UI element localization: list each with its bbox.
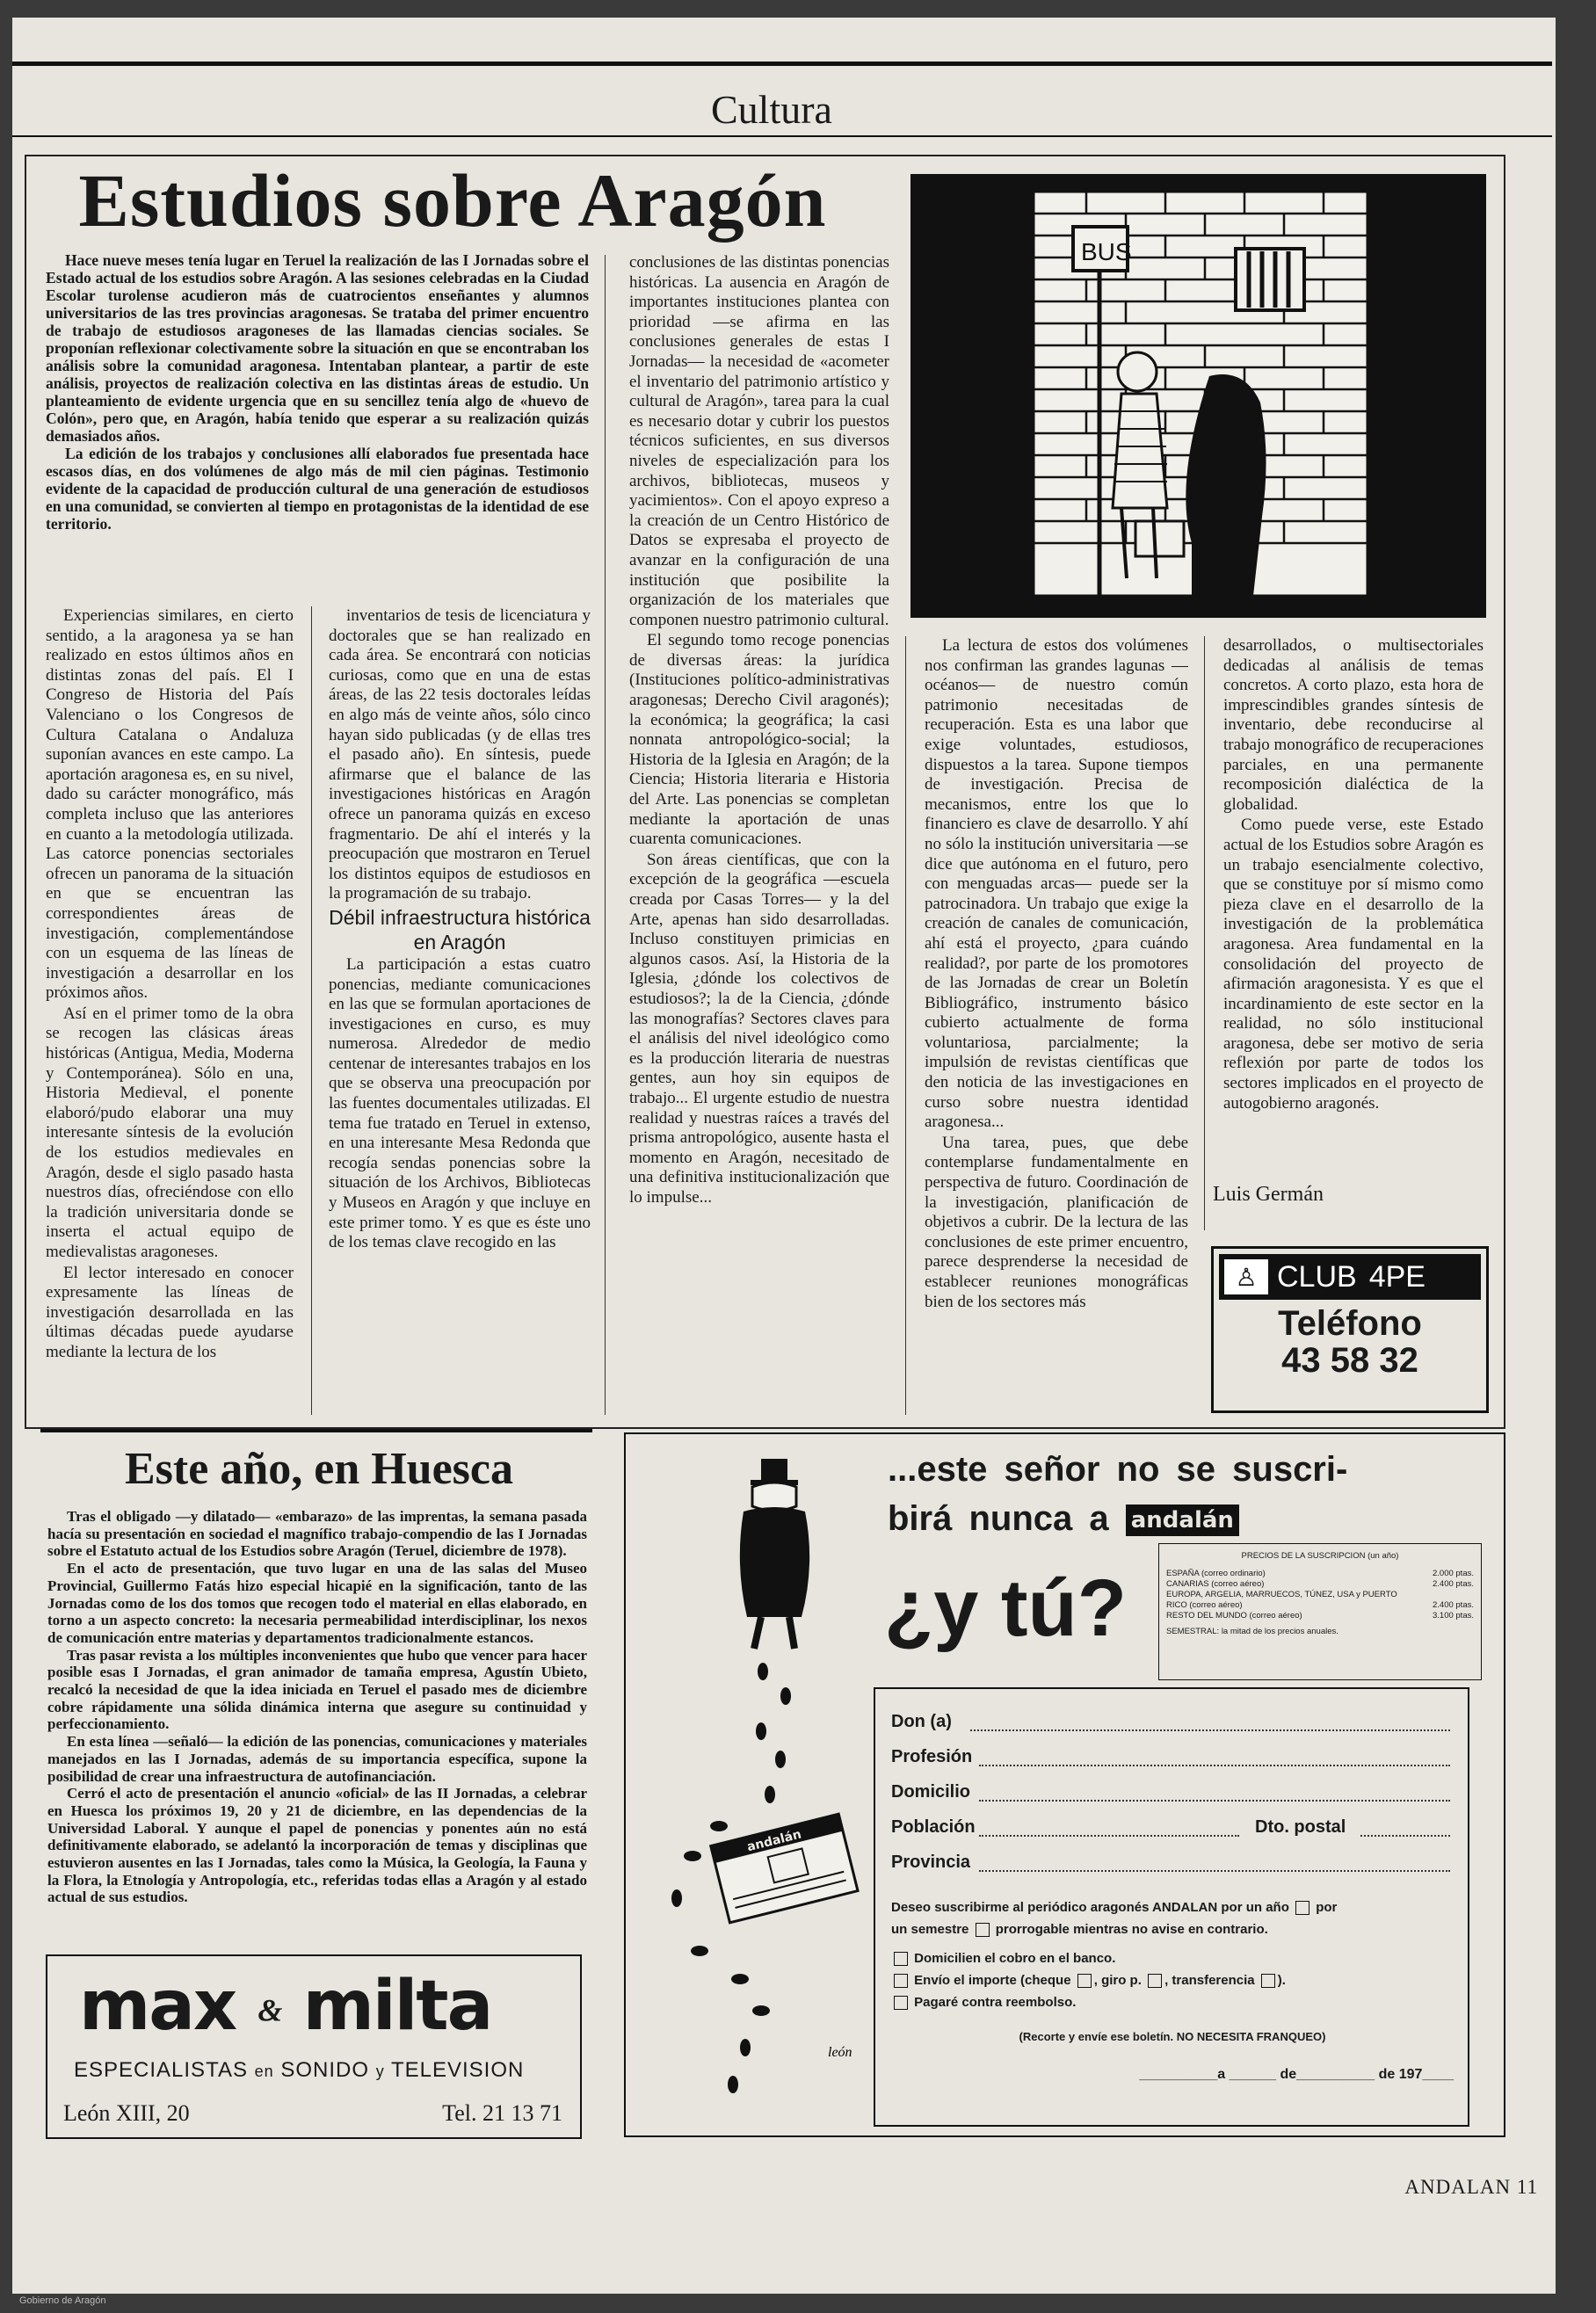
logo-word: milta (302, 1967, 492, 2046)
slogan-line-2 (888, 1494, 1485, 1543)
date-text: de 197 (1378, 2067, 1423, 2082)
scan-credit: Gobierno de Aragón (19, 2295, 106, 2306)
slogan-line: ...este señor no se suscri- (888, 1450, 1348, 1489)
paragraph: Experiencias similares, en cierto sentido, a la aragonesa ya se han realizado en estos últimos años en distintas zonas del país. El I Congreso de Historia del País Valenciano o los Congresos de Cultura Catalana o Andaluza suponían avances en este campo. La aportación aragonesa es, en su nivel, dado su carácter monográfico, más completa incluso que las anteriores en cuanto a la metodología utilizada. Las catorce ponencias sectoriales ofrecen un panorama de la situación en que se encuentran las correspondientes áreas de investigación, complementándose con un esquema de las líneas de investigación a desarrollar en los próximos años. (46, 606, 294, 1003)
address-input[interactable] (979, 1800, 1450, 1802)
lead-paragraph: Hace nueve meses tenía lugar en Teruel la realización de las I Jornadas sobre el Estado actual de los estudios sobre Aragón. A las sesiones celebradas en la Ciudad Escolar turolense acudieron más de cuatrocientos enseñantes y alumnos universitarios de las tres provincias aragonesas. Se trataba del primer encuentro de trabajo de estudiosos aragoneses de las llamadas ciencias sociales. Se proponían reflexionar colectivamente sobre la situación en que se encontraban los análisis sobre la comunidad aragonesa. Intentaban plantear, a partir de este análisis, proyectos de realización colectiva en las distintas áreas de estudio. Un planteamiento de evidente urgencia que en su sencillez tenía algo de «huevo de Colón», pero que, en Aragón, había tenido que esperar a su realización quizás demasiados años. (46, 251, 589, 445)
club-name: CLUB (1277, 1259, 1357, 1294)
paragraph: La participación a estas cuatro ponencias, mediante comunicaciones en las que se formulan aportaciones de investigaciones en curso, es muy numerosa. Alrededor de medio centenar de interesantes trabajos en los que se observa una preocupación por las fuentes documentales utilizadas. El tema fue tratado en Teruel in extenso, en una interesante Mesa Redonda que recogía sendas ponencias sobre la situación de los Archivos, Bibliotecas y Museos en Aragón y que incluye en este primer tomo. Y es que es éste uno de los temas clave recogido en las (329, 954, 591, 1252)
field-label-province: Provincia (891, 1853, 971, 1872)
paragraph: inventarios de tesis de licenciatura y doctorales que se han realizado en cada área. Se encontrará con noticias curiosas, como que en una de estas áreas, de las 22 tesis doctorales leídas en algo más de veinte años, sólo cinco hayan sido publicadas (y de ellas tres el pasado año). En síntesis, puede afirmarse que el balance de las investigaciones históricas en Aragón ofrece un panorama quizás en exceso fragmentario. De ahí el interés y la preocupación que mostraron en Teruel los distintos equipos de estudiosos en la programación de su trabajo. (329, 606, 591, 903)
profession-input[interactable] (979, 1765, 1450, 1766)
max-milta-tagline (74, 2058, 524, 2083)
article-column-1 (46, 606, 294, 1418)
subscription-form (874, 1687, 1469, 2127)
spacer (891, 2013, 1454, 2026)
article-lead (46, 251, 589, 533)
price-row (1166, 1590, 1474, 1611)
province-input[interactable] (979, 1870, 1450, 1872)
article-column-5 (1223, 636, 1484, 1181)
spacer (891, 2048, 1454, 2063)
club-ad (1211, 1246, 1489, 1413)
price-value: 3.100 ptas. (1432, 1611, 1474, 1621)
option-text: un semestre (891, 1922, 969, 1937)
max-milta-ad (46, 1954, 582, 2139)
option-text: Deseo suscribirme al periódico aragonés ANDALAN por un año (891, 1900, 1289, 1915)
subscription-slogan (888, 1445, 1485, 1543)
article2-headline: Este año, en Huesca (125, 1444, 513, 1494)
club-tel-number: 43 58 32 (1281, 1341, 1418, 1380)
paragraph: En esta línea —señaló— la edición de las ponencias, comunicaciones y materiales manejados en las I Jornadas, además de su importancia específica, supone la posibilidad de crear una infraestructura de autofinanciación. (47, 1733, 587, 1785)
option-text: prorrogable mientras no avise en contrario. (995, 1922, 1268, 1937)
giro-checkbox[interactable] (1148, 1974, 1162, 1988)
tagline-word: ESPECIALISTAS (74, 2058, 248, 2082)
date-text: a (1217, 2067, 1226, 2082)
price-table (1158, 1543, 1482, 1680)
field-label-address: Domicilio (891, 1782, 971, 1802)
tagline-word: en (254, 2063, 274, 2080)
lead-paragraph: La edición de los trabajos y conclusiones allí elaborados fue presentada hace escasos días, en dos volúmenes de algo más de mil cien páginas. Testimonio evidente de la capacidad de producción cultural de una generación de estudiosos en una comunidad, se convierten al tiempo en protagonistas de la identidad de ese territorio. (46, 445, 589, 533)
andalan-logo: andalán (1126, 1505, 1239, 1536)
price-label: ESPAÑA (correo ordinario) (1166, 1569, 1266, 1578)
option-text: Pagaré contra reembolso. (914, 1995, 1077, 2010)
bus-stop-cartoon (910, 174, 1486, 618)
price-table-title: PRECIOS DE LA SUSCRIPCION (un año) (1241, 1551, 1399, 1561)
option-text: Domicilien el cobro en el banco. (914, 1951, 1116, 1966)
slogan-text: birá nunca a (888, 1499, 1109, 1538)
price-row (1166, 1569, 1474, 1579)
transfer-checkbox[interactable] (1261, 1974, 1275, 1988)
max-milta-logo (79, 1967, 491, 2046)
club-ad-banner (1219, 1254, 1481, 1300)
newspaper-logo: andalán (745, 1827, 803, 1855)
header-rule (12, 62, 1552, 66)
section-title: Cultura (711, 87, 832, 132)
article2-body (47, 1508, 587, 1906)
bus-sign-text: BUS (1081, 238, 1132, 265)
cutout-note: (Recorte y envíe ese boletín. NO NECESITA FRANQUEO) (1019, 2030, 1326, 2043)
price-value: 2.000 ptas. (1432, 1569, 1474, 1578)
price-value: 2.400 ptas. (1432, 1579, 1474, 1589)
page-footer: ANDALAN 11 (1404, 2176, 1538, 2198)
option-line (891, 1991, 1454, 2013)
bank-checkbox[interactable] (894, 1952, 908, 1966)
date-line: __________a ______ de__________ de 197____ (1139, 2067, 1454, 2082)
article-column-2 (329, 606, 591, 1418)
option-text: por (1316, 1900, 1338, 1915)
option-text: ). (1277, 1973, 1286, 1988)
artist-signature: león (828, 2045, 852, 2060)
price-row (1166, 1579, 1474, 1590)
option-text: giro p. (1101, 1973, 1142, 1988)
option-line (891, 1918, 1454, 1940)
header-rule-thin (12, 135, 1552, 137)
logo-word: max (79, 1967, 236, 2046)
article-headline: Estudios sobre Aragón (78, 158, 827, 243)
spacer (891, 1940, 1454, 1947)
price-row (1166, 1611, 1474, 1621)
paragraph: Cerró el acto de presentación el anuncio «oficial» de las II Jornadas, a celebrar en Huesca los próximos 19, 20 y 21 de diciembre, en las dependencias de la Universidad Laboral. Y aunque el papel de ponencias y ponentes aún no está definitivamente elaborado, se adelantó la incorporación de temas y disciplinas que estuvieron ausentes en las I Jornadas, tales como la Música, la Geología, la Fauna y la Flora, la Etnología y Antropología, etc., referidas todas ellas a Aragón y al estado actual de sus estudios. (47, 1785, 587, 1906)
paragraph: La lectura de estos dos volúmenes nos confirman las grandes lagunas —océanos— de nuestro común patrimonio necesitadas de recuperación. Esta es una labor que exige voluntades, estudiosos, dispuestos a la tarea. Supone tiempos de investigación. Precisa de mecanismos, entre los que lo financiero es clave de desarrollo. Y ahí no sólo la institución universitaria —se dice que autónoma en el futuro, pero con menguadas arcas— puede ser la patrocinadora. Un trabajo que exige la creación de canales de comunicación, ahí está el proyecto, ¿para cuándo realidad?, por parte de los promotores de las Jornadas de crear un Boletín Bibliográfico, instrumento básico cubierto actualmente de forma voluntariosa, parcialmente; la impulsión de revistas científicas que den noticia de las investigaciones en curso sobre nuestra identidad aragonesa... (925, 636, 1188, 1132)
paragraph: conclusiones de las distintas ponencias históricas. La ausencia en Aragón de importantes instituciones plantea con prioridad —se afirma en las conclusiones generales de estas I Jornadas— la necesidad de «acometer el inventario del patrimonio artístico y cultural de Aragón», tarea para la cual es necesario dotar y cubrir los puestos técnicos suficientes, en sus diversos niveles de especialización para los archivos, bibliotecas, museos y yacimientos». Con el apoyo expreso a la creación de un Centro Histórico de Datos se expresaba el proyecto de avanzar en la configuración de una institución que posibilite la organización de los materiales que componen nuestro patrimonio cultural. (629, 253, 889, 629)
article-column-4 (925, 636, 1188, 1418)
section-rule (40, 1429, 592, 1432)
field-label-postal: Dto. postal (1255, 1817, 1346, 1837)
price-label: CANARIAS (correo aéreo) (1166, 1579, 1265, 1589)
city-input[interactable] (979, 1835, 1239, 1837)
club-tel-label: Teléfono (1278, 1304, 1422, 1343)
subheading: Débil infraestructura histórica en Aragón (329, 905, 591, 953)
article-column-3 (629, 253, 889, 1418)
cod-checkbox[interactable] (894, 1996, 908, 2010)
subscription-cta: ¿y tú? (884, 1563, 1127, 1653)
logo-amp: & (258, 1992, 281, 2028)
price-label: EUROPA, ARGELIA, MARRUECOS, TÚNEZ, USA y PUERTO RICO (correo aéreo) (1166, 1590, 1397, 1610)
column-rule (311, 606, 312, 1415)
column-rule (905, 636, 906, 1415)
year-checkbox[interactable] (1295, 1901, 1309, 1915)
cheque-checkbox[interactable] (1077, 1974, 1092, 1988)
paragraph: desarrollados, o multisectoriales dedicadas al análisis de temas concretos. A corto plazo, esta hora de imprescindibles grandes síntesis de inventario, debe reconducirse al trabajo monográfico de recuperaciones parciales, en una permanente recomposición dialéctica de la globalidad. (1223, 636, 1484, 814)
paragraph: Una tarea, pues, que debe contemplarse fundamentalmente en perspectiva de futuro. Coordinación de la investigación, planificación de objetivos a cubrir. De la lectura de las conclusiones de este primer encuentro, parece desprenderse la necesidad de establecer reuniones monográficas bien de los sectores más (925, 1133, 1188, 1311)
paragraph: El segundo tomo recoge ponencias de diversas áreas: la jurídica (Instituciones político-administrativas aragonesas; Derecho Civil aragonés); la económica; la geográfica; la casi nonnata antropológico-social; la Historia de la Iglesia en Aragón; de la Ciencia; Historia literaria e Historia del Arte. Las ponencias se completan mediante la aportación de unas cuarenta comunicaciones. (629, 631, 889, 849)
field-label-profession: Profesión (891, 1747, 973, 1766)
paragraph: Tras pasar revista a los múltiples inconvenientes que hubo que vencer para hacer posible esas I Jornadas, el gran animador de tamaña empresa, Agustín Ubieto, recalcó la necesidad de que la idea iniciada en Teruel el pasado mes de diciembre cobre rápidamente una sólida dinámica interna que asegure su continuidad y perfeccionamiento. (47, 1646, 587, 1733)
send-checkbox[interactable] (894, 1974, 908, 1988)
max-milta-tel: Tel. 21 13 71 (442, 2100, 562, 2126)
top-hat-man-illustration (638, 1441, 884, 2109)
max-milta-address: León XIII, 20 (63, 2100, 190, 2126)
paragraph: En el acto de presentación, que tuvo lugar en una de las salas del Museo Provincial, Guillermo Fatás hizo especial hicapié en la significación, tanto de las Jornadas como de los dos tomos que recogen todo el material en ellas elaborado, en torno a un aspecto concreto: la necesaria permeabilidad interdisciplinar, los nexos de comunicación entre materias y departamentos tradicionalmente estancos. (47, 1560, 587, 1646)
option-text: transferencia (1172, 1973, 1255, 1988)
price-label: RESTO DEL MUNDO (correo aéreo) (1166, 1611, 1302, 1621)
paragraph: Son áreas científicas, que con la excepción de la geográfica —escuela creada por Casas Torres— y la del Arte, apenas han sido desarrolladas. Incluso constituyen primicias en algunos casos. Así, la Historia de la Iglesia, ¿dónde los colectivos de estudiosos?; la de la Ciencia, ¿dónde las monografías? Sectores claves para el análisis del nivel ideológico como es la producción literaria de nuestras gentes, aun hoy sin equipos de trabajo... El urgente estudio de nuestra realidad y nuestras raíces a través del prisma antropológico, ausente hasta el momento en Aragón, necesitado de una definitiva institucionalización que lo impulse... (629, 850, 889, 1207)
option-line (891, 1896, 1454, 1918)
name-input[interactable] (970, 1729, 1450, 1731)
club-logo: 4PE (1368, 1259, 1426, 1294)
option-line (891, 1947, 1454, 1969)
author-signature: Luis Germán (1213, 1183, 1324, 1206)
column-rule (605, 255, 606, 1415)
tagline-word: y (375, 2063, 385, 2080)
restroom-icon: ♙ (1224, 1259, 1268, 1294)
price-semestral: SEMESTRAL: la mitad de los precios anuales. (1166, 1627, 1338, 1636)
field-label-name: Don (a) (891, 1712, 952, 1731)
price-value: 2.400 ptas. (1432, 1600, 1474, 1610)
option-line: Envío el importe (cheque , giro p. , transferencia ). (891, 1969, 1454, 1991)
column-rule (1204, 636, 1205, 1230)
paragraph: El lector interesado en conocer expresamente las líneas de investigación desarrollada en las últimas décadas puede ayudarse mediante la lectura de los (46, 1263, 294, 1361)
semester-checkbox[interactable] (976, 1923, 990, 1937)
field-label-city: Población (891, 1817, 976, 1837)
tagline-word: TELEVISION (390, 2058, 525, 2082)
option-text: Envío el importe (cheque (914, 1973, 1071, 1988)
date-text: de (1280, 2067, 1297, 2082)
paragraph: Como puede verse, este Estado actual de los Estudios sobre Aragón es un trabajo esencialmente colectivo, que se constituye por sí mismo como pieza clave en el desarrollo de la investigación de la problemática aragonesa. Area fundamental en la consolidación del proyecto de afirmación aragonesista. Y es que el incardinamiento de este sector en la realidad, no sólo institucional aragonesa, debe ser motivo de seria reflexión por parte de todos los sectores implicados en el proyecto de autogobierno aragonés. (1223, 816, 1484, 1113)
postal-input[interactable] (1360, 1835, 1450, 1837)
paragraph: Tras el obligado —y dilatado— «embarazo» de las imprentas, la semana pasada hacía su presentación en sociedad el magnífico trabajo-compendio de las I Jornadas sobre el Estatuto actual de los Estudios sobre Aragón (Teruel, diciembre de 1978). (47, 1508, 587, 1560)
paragraph: Así en el primer tomo de la obra se recogen las clásicas áreas históricas (Antigua, Media, Moderna y Contemporánea). Sólo en una, Historia Medieval, el ponente elaboró/pudo elaborar una muy interesante síntesis de la evolución de los estudios medievales en Aragón, desde el siglo pasado hasta nuestros días, ofreciéndose con ello la tradición universitaria donde se inserta el actual equipo de medievalistas aragoneses. (46, 1004, 294, 1261)
subscription-options (891, 1896, 1454, 2085)
tagline-word: SONIDO (280, 2058, 370, 2082)
